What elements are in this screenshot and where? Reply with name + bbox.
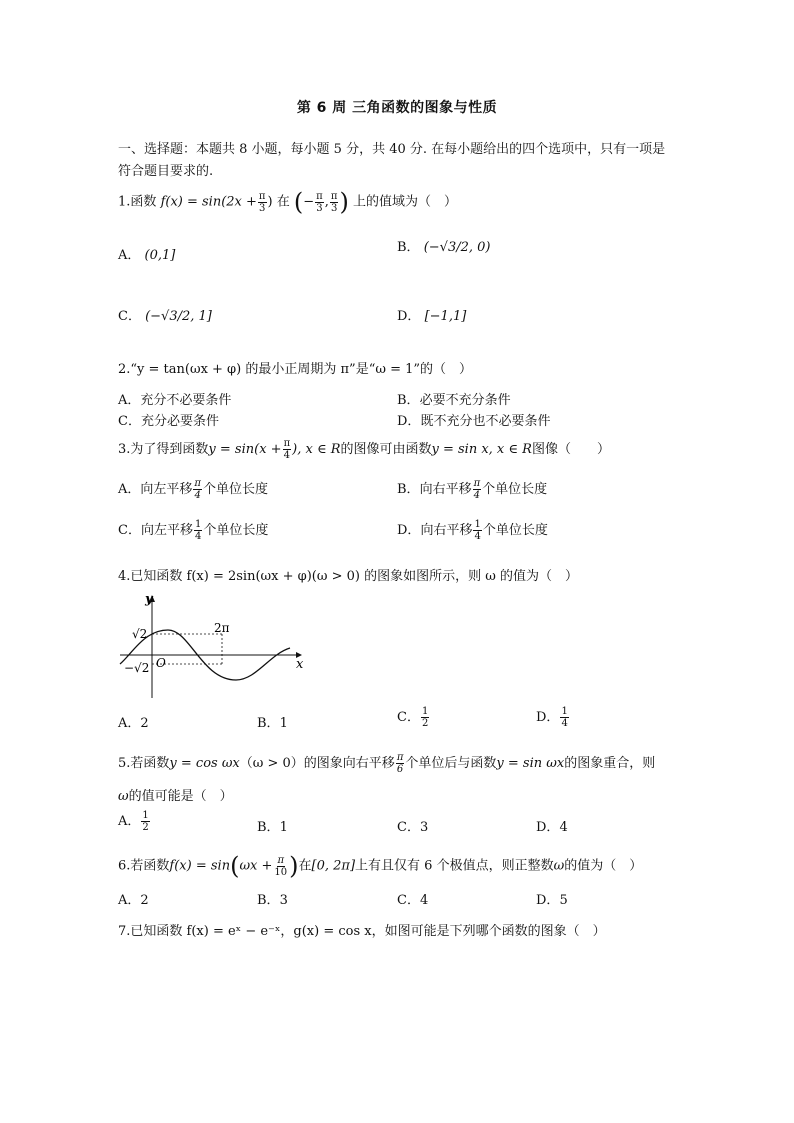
- option-text: 充分必要条件: [140, 414, 219, 429]
- q3-stem-f: 图像（ ）: [531, 442, 610, 457]
- option-label: B．: [397, 240, 420, 255]
- q5-frac-num: π: [396, 752, 404, 763]
- bottom-value-label: −√2: [124, 661, 150, 675]
- q3-domain: ), x ∈ R: [292, 442, 341, 457]
- option-pre: 向右平移: [419, 482, 472, 497]
- q1-number: 1.: [118, 194, 131, 210]
- q1-stem-c: 上的值域为（ ）: [352, 194, 457, 210]
- q1-interval-frac-left: $\frac{\pi}{3}$: [316, 190, 323, 214]
- option-pre: 向左平移: [140, 482, 193, 497]
- option-frac: [473, 478, 482, 501]
- q1-option-c[interactable]: [118, 305, 212, 324]
- option-label: A．: [118, 893, 141, 908]
- option-label: A．: [118, 393, 141, 408]
- q4-stem: 已知函数 f(x) = 2sin(ωx + φ)(ω > 0) 的图象如图所示，则 ω 的值为（ ）: [130, 569, 578, 584]
- q5-fn-sin: y = sin ωx: [496, 756, 565, 771]
- y-axis-label: y: [145, 592, 153, 607]
- x-axis-label: x: [296, 657, 304, 672]
- q6-frac: [273, 855, 288, 878]
- q6-frac-num: π: [277, 854, 285, 866]
- q3-frac: [283, 438, 292, 461]
- option-text: 1: [279, 820, 288, 835]
- q1-stem-b: ) 在: [267, 194, 290, 210]
- q6-stem-a: 若函数: [130, 858, 170, 874]
- top-value-label: √2: [132, 627, 148, 641]
- q4-option-c[interactable]: [397, 706, 430, 729]
- frac-num: 1: [474, 519, 481, 530]
- q5-option-c[interactable]: [397, 816, 428, 835]
- frac-den: 4: [474, 531, 481, 542]
- q2-stem: “y = tan(ωx + φ) 的最小正周期为 π”是“ω = 1”的（ ）: [130, 362, 473, 377]
- q2-option-d[interactable]: [397, 410, 550, 429]
- option-text: 3: [419, 820, 429, 835]
- option-pre: 向右平移: [420, 523, 473, 538]
- option-frac: [560, 706, 568, 729]
- frac-num: 1: [142, 810, 149, 821]
- q5-number: 5.: [118, 756, 131, 771]
- frac-den: 4: [194, 531, 202, 542]
- q4-option-d[interactable]: [536, 706, 570, 729]
- q5-stem-d: 个单位后与函数: [405, 756, 497, 771]
- q1-stem-a: 函数: [130, 194, 157, 210]
- q5-option-b[interactable]: [257, 816, 288, 835]
- option-text: 5: [559, 893, 568, 908]
- option-label: D．: [397, 523, 421, 538]
- q6-paren-close: ): [289, 852, 299, 880]
- frac-den: 4: [473, 490, 481, 501]
- option-label: D．: [536, 820, 560, 835]
- option-frac: [194, 519, 202, 542]
- option-text: 2: [140, 716, 149, 731]
- q7-stem: 已知函数 f(x) = eˣ − e⁻ˣ，g(x) = cos x，如图可能是下列哪个函数的图象（ ）: [130, 924, 606, 939]
- option-text: [−1,1]: [424, 309, 467, 324]
- option-pre: 向左平移: [140, 523, 193, 538]
- q6-stem-h: 的值为（ ）: [564, 858, 643, 874]
- option-label: C．: [397, 710, 420, 725]
- q1-option-a[interactable]: [118, 244, 175, 263]
- option-label: C．: [118, 309, 141, 324]
- option-frac: [421, 706, 429, 729]
- option-label: D．: [536, 710, 560, 725]
- option-text: 1: [279, 716, 288, 731]
- q5-stem-f: 的图象重合，则: [564, 756, 656, 771]
- q6-stem-d: 在: [298, 858, 312, 874]
- frac-den: 2: [421, 718, 429, 729]
- question-1: 1.函数 f(x) = sin(2x + $\frac{\pi}{3}$ ) 在 (− $\frac{\pi}{3}$ , $\frac{\pi}{3}$ ) 上的值域为（ ）: [118, 188, 457, 216]
- q3-option-a[interactable]: [118, 478, 268, 501]
- q5-fn-cos: y = cos ωx: [169, 756, 240, 771]
- frac-den: 2: [142, 822, 149, 833]
- q6-number: 6.: [118, 858, 131, 874]
- question-7: [118, 920, 606, 939]
- question-2: [118, 358, 472, 377]
- option-post: 个单位长度: [203, 523, 269, 538]
- option-label: C．: [118, 523, 141, 538]
- option-text: 4: [419, 893, 429, 908]
- option-text: 3: [279, 893, 288, 908]
- q1-frac-num: π: [258, 190, 266, 202]
- option-text: 充分不必要条件: [140, 393, 232, 408]
- q1-interval-close: ): [339, 188, 349, 216]
- page-title: 第 6 周 三角函数的图象与性质: [296, 100, 498, 116]
- q3-number: 3.: [118, 442, 131, 457]
- q5-frac: [396, 752, 405, 775]
- q1-interval-frac-right: $\frac{\pi}{3}$: [330, 190, 338, 214]
- q5-option-a[interactable]: [118, 810, 151, 833]
- q3-frac-num: π: [283, 438, 291, 449]
- question-5: [118, 752, 655, 775]
- q2-option-c[interactable]: [118, 410, 219, 429]
- q1-option-d[interactable]: [397, 305, 466, 324]
- period-mark-label: 2π: [214, 621, 230, 635]
- q1-fn: f(x) = sin(2x +: [160, 194, 257, 210]
- q3-option-c[interactable]: [118, 519, 268, 542]
- option-text: 既不充分也不必要条件: [420, 414, 551, 429]
- origin-label: O: [156, 656, 166, 670]
- option-text: (−√3/2, 0): [423, 240, 491, 255]
- option-post: 个单位长度: [202, 482, 268, 497]
- option-label: B．: [257, 893, 280, 908]
- option-label: D．: [397, 309, 421, 324]
- option-text: 2: [140, 893, 149, 908]
- frac-num: π: [473, 478, 481, 489]
- q3-option-d[interactable]: [397, 519, 548, 542]
- frac-num: 1: [194, 519, 202, 530]
- q5-omega: ω: [118, 789, 129, 804]
- q2-option-a[interactable]: [118, 389, 231, 408]
- q6-option-d[interactable]: [536, 889, 568, 908]
- section-heading: 一、选择题：本题共 8 小题，每小题 5 分，共 40 分. 在每小题给出的四个选项中，只有一项是符合题目要求的.: [118, 142, 666, 179]
- option-label: A．: [118, 814, 141, 829]
- option-label: B．: [397, 482, 420, 497]
- q5-stem-h: 的值可能是（ ）: [128, 789, 233, 804]
- option-text: 4: [559, 820, 568, 835]
- q5-option-d[interactable]: [536, 816, 568, 835]
- frac-num: 1: [561, 706, 568, 717]
- option-frac: [473, 519, 481, 542]
- frac-den: 4: [561, 718, 568, 729]
- option-post: 个单位长度: [482, 523, 548, 538]
- q3-option-b[interactable]: [397, 478, 547, 501]
- option-label: D．: [397, 414, 421, 429]
- option-label: D．: [536, 893, 560, 908]
- question-5-line2: [118, 785, 233, 804]
- q2-option-b[interactable]: [397, 389, 511, 408]
- q6-arg: ωx +: [239, 858, 273, 874]
- q3-base-fn: y = sin x, x ∈ R: [431, 442, 532, 457]
- q3-stem-d: 的图像可由函数: [340, 442, 432, 457]
- option-label: B．: [397, 393, 420, 408]
- q6-fn: f(x) = sin: [169, 858, 231, 874]
- option-post: 个单位长度: [482, 482, 548, 497]
- q6-frac-den: 10: [274, 866, 288, 878]
- q4-option-b[interactable]: [257, 712, 288, 731]
- option-label: C．: [118, 414, 141, 429]
- frac-num: 1: [421, 706, 429, 717]
- option-frac: [141, 810, 149, 833]
- q1-frac-den: 3: [259, 202, 266, 214]
- q3-frac-den: 4: [283, 450, 291, 461]
- option-label: B．: [257, 716, 280, 731]
- q6-option-b[interactable]: [257, 889, 288, 908]
- option-label: A．: [118, 248, 141, 263]
- q1-option-b[interactable]: [397, 236, 490, 255]
- question-4: [118, 565, 578, 584]
- option-text: (−√3/2, 1]: [145, 309, 212, 324]
- frac-num: π: [194, 478, 201, 489]
- q6-option-a[interactable]: [118, 889, 149, 908]
- q6-stem-f: 上有且仅有 6 个极值点，则正整数: [355, 858, 554, 874]
- q6-interval: [0, 2π]: [311, 858, 356, 874]
- option-text: 必要不充分条件: [419, 393, 511, 408]
- option-label: A．: [118, 482, 141, 497]
- q7-number: 7.: [118, 924, 131, 939]
- q5-frac-den: 6: [396, 764, 404, 775]
- q4-number: 4.: [118, 569, 131, 584]
- q5-stem-a: 若函数: [130, 756, 170, 771]
- q1-interval-open: (: [293, 188, 304, 216]
- q5-stem-c: （ω > 0）的图象向右平移: [239, 756, 395, 771]
- option-label: B．: [257, 820, 280, 835]
- q6-option-c[interactable]: [397, 889, 428, 908]
- frac-den: 4: [194, 490, 201, 501]
- question-6: [118, 854, 642, 878]
- q3-fn: y = sin(x +: [208, 442, 282, 457]
- q6-omega: ω: [553, 858, 565, 874]
- q6-paren-open: (: [230, 852, 240, 880]
- option-frac: [193, 478, 202, 501]
- q3-stem-a: 为了得到函数: [130, 442, 209, 457]
- option-label: A．: [118, 716, 141, 731]
- option-label: C．: [397, 893, 420, 908]
- q4-sine-graph: [118, 592, 302, 700]
- question-3: [118, 438, 610, 461]
- q4-option-a[interactable]: [118, 712, 149, 731]
- q1-frac: [258, 191, 267, 214]
- option-text: (0,1]: [144, 248, 176, 263]
- option-label: C．: [397, 820, 420, 835]
- q2-number: 2.: [118, 362, 131, 377]
